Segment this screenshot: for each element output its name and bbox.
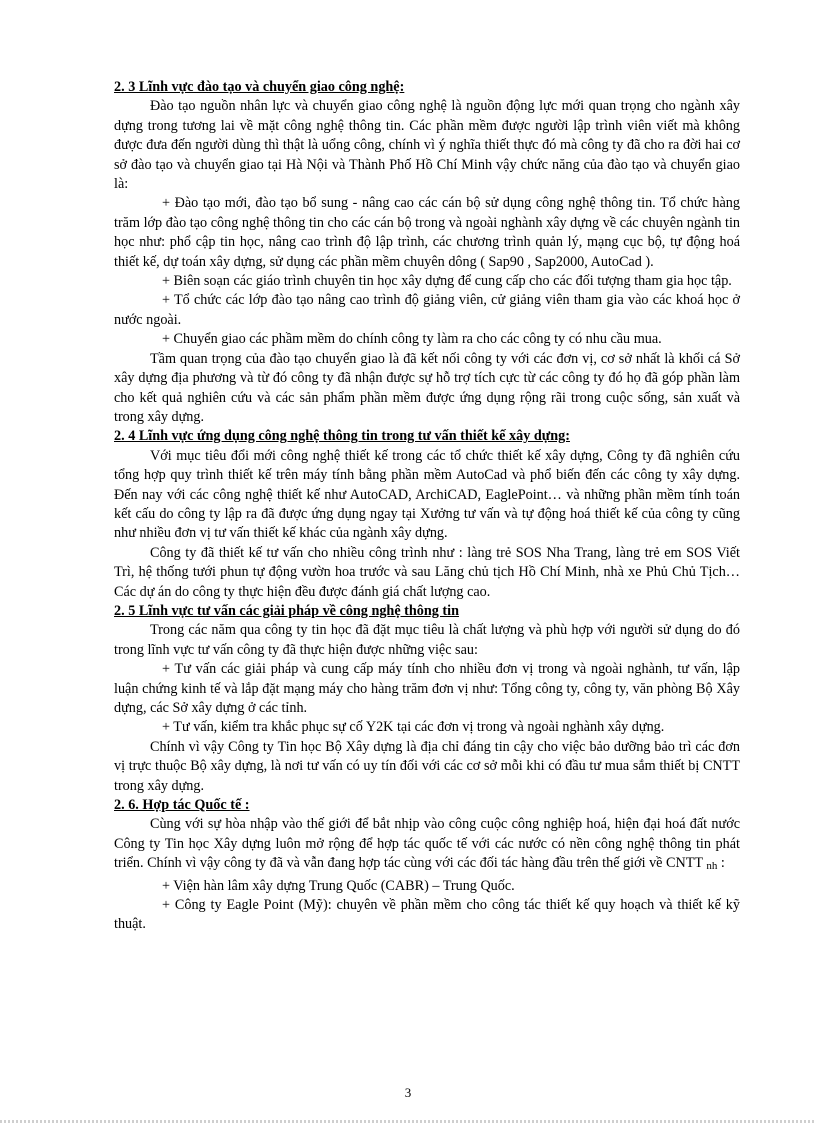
bullet-item: + Tổ chức các lớp đào tạo nâng cao trình độ giảng viên, cử giảng viên tham gia vào các khoá học ở nước ngoài. [114, 292, 740, 328]
paragraph [114, 815, 740, 876]
paragraph: Chính vì vậy Công ty Tin học Bộ Xây dựng là địa chỉ đáng tin cậy cho việc bảo dưỡng bảo trì các đơn vị trực thuộc Bộ xây dựng, là nơi tư vấn có uy tín đối với các cơ sở mỗi khi có đầu tư mua sắm thiết bị CNTT trong xây dựng. [114, 738, 740, 794]
document-page [114, 78, 740, 935]
paragraph: Đào tạo nguồn nhân lực và chuyển giao công nghệ là nguồn động lực mới quan trọng cho ngành xây dựng trong tương lai về mặt công nghệ thông tin. Các phần mềm được người lập trình viên viết mà không được đưa đến người dùng thì thật là uổng công, chính vì ý nghĩa thiết thực đó mà công ty đã cho ra đời hai cơ sở đào tạo và chuyển giao tại Hà Nội và Thành Phố Hồ Chí Minh vậy chức năng của đào tạo và chuyển giao là: [114, 98, 740, 193]
paragraph-end: : [717, 855, 725, 872]
bullet-item: + Công ty Eagle Point (Mỹ): chuyên về phần mềm cho công tác thiết kế quy hoạch và thiết kế kỹ thuật. [114, 897, 740, 933]
section-heading-2-4: 2. 4 Lĩnh vực ứng dụng công nghệ thông tin trong tư vấn thiết kế xây dựng: [114, 428, 570, 445]
paragraph: Với mục tiêu đổi mới công nghệ thiết kế trong các tổ chức thiết kế xây dựng, Công ty đã nghiên cứu tổng hợp quy trình thiết kế trên máy tính bằng phần mềm AutoCad và phổ biến đến các công ty xây dựng. Đến nay với các công nghệ thiết kế như AutoCAD, ArchiCAD, EaglePoint… và những phần mềm tính toán kết cấu do công ty lập ra đã được ứng dụng ngay tại Xưởng tư vấn và tự động hoá thiết kế của công ty cũng như nhiều đơn vị tư vấn thiết kế khác của ngành xây dựng. [114, 447, 740, 542]
section-heading-2-5: 2. 5 Lĩnh vực tư vấn các giải pháp về công nghệ thông tin [114, 602, 459, 619]
bullet-item: + Đào tạo mới, đào tạo bổ sung - nâng cao các cán bộ sử dụng công nghệ thông tin. Tổ chức hàng trăm lớp đào tạo công nghệ thông tin cho các cán bộ trong và ngoài nghành xây dựng về các chuyên ngành tin học như: phổ cập tin học, nâng cao trình độ lập trình, các chương trình quản lý, mạng cục bộ, tự động hoá thiết kế, dự toán xây dựng, sử dụng các phần mềm chuyên dông ( Sap90 , Sap2000, AutoCad ). [114, 195, 740, 270]
section-heading-2-6 [114, 796, 740, 815]
paragraph-fragment: nh [706, 860, 718, 873]
paragraph-text: Cùng với sự hòa nhập vào thế giới để bắt nhịp vào công cuộc công nghiệp hoá, hiện đại hoá đất nước Công ty Tin học Xây dựng luôn mở rộng để hợp tác quốc tế với các nước có nền công nghệ thông tin phát triển. Chính vì vậy công ty đã và vẫn đang hợp tác cùng với các đối tác hàng đầu trên thế giới về CNTT [114, 816, 740, 872]
paragraph: Trong các năm qua công ty tin học đã đặt mục tiêu là chất lượng và phù hợp với người sử dụng do đó trong lĩnh vực tư vấn công ty đã thực hiện được những việc sau: [114, 622, 740, 658]
section-heading-2-3: 2. 3 Lĩnh vực đào tạo và chuyển giao công nghệ: [114, 79, 405, 95]
bullet-item: + Tư vấn các giải pháp và cung cấp máy tính cho nhiều đơn vị trong và ngoài nghành, tư vấn, lập luận chứng kinh tế và lắp đặt mạng máy cho hàng trăm đơn vị như: Tổng công ty, công ty, văn phòng Bộ Xây dựng, các Sở xây dựng ở các tỉnh. [114, 661, 740, 716]
paragraph: Tầm quan trọng của đào tạo chuyển giao là đã kết nối công ty với các đơn vị, cơ sở nhất là khối cá Sở xây dựng địa phương và từ đó công ty đã nhận được sự hỗ trợ tích cực từ các công ty đó họ đã góp phần làm cho kết quả nghiên cứu và các sản phẩm phần mềm được ứng dụng rộng rãi trong cuộc sống, sản xuất và trong xây dựng. [114, 350, 740, 425]
bullet-item: + Tư vấn, kiểm tra khắc phục sự cố Y2K tại các đơn vị trong và ngoài nghành xây dựng. [162, 719, 665, 736]
bullet-item: + Chuyển giao các phầm mềm do chính công ty làm ra cho các công ty có nhu cầu mua. [162, 331, 662, 348]
bullet-item: + Biên soạn các giáo trình chuyên tin học xây dựng để cung cấp cho các đối tượng tham gia học tập. [162, 273, 732, 290]
section-heading-text: 2. 6. Hợp tác Quốc tế : [114, 797, 250, 814]
paragraph: Công ty đã thiết kế tư vấn cho nhiều công trình như : làng trẻ SOS Nha Trang, làng trẻ em SOS Viết Trì, hệ thống tưới phun tự động vườn hoa trước và sau Lăng chủ tịch Hồ Chí Minh, nhà xe Phủ Chủ Tịch… Các dự án do công ty thực hiện đều được đánh giá chất lượng cao. [114, 544, 740, 600]
page-number: 3 [404, 1085, 412, 1100]
bullet-item: + Viện hàn lâm xây dựng Trung Quốc (CABR) – Trung Quốc. [162, 877, 515, 894]
